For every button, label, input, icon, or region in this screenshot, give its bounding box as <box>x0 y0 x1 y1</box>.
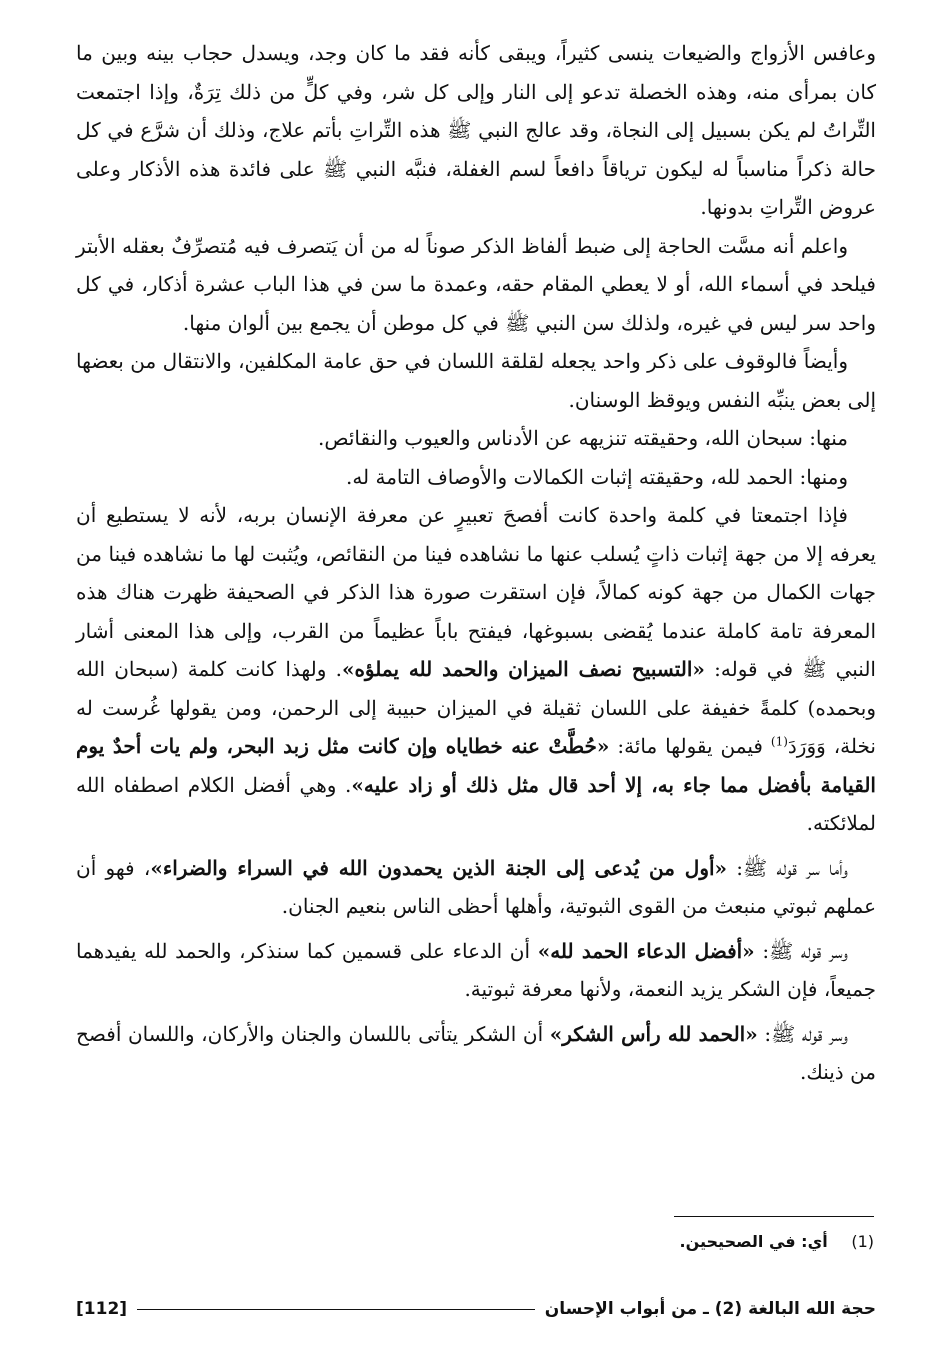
hadith-quote: «أفضل الدعاء الحمد لله» <box>537 938 755 963</box>
paragraph <box>76 1015 876 1092</box>
text-segment: وسر قوله ﷺ: <box>757 1021 848 1046</box>
page-number: [112] <box>76 1299 128 1319</box>
paragraph <box>76 419 876 458</box>
main-text <box>76 34 876 1092</box>
hadith-quote: «الحمد لله رأس الشكر» <box>549 1021 758 1046</box>
paragraph <box>76 227 876 343</box>
text-segment: وأيضاً فالوقوف على ذكر واحد يجعله لقلقة اللسان في حق عامة المكلفين، والانتقال من بعضها إلى بعض ينبِّه النفس ويوقظ الوسنان. <box>76 349 876 412</box>
hadith-quote: «التسبيح نصف الميزان والحمد لله يملؤه» <box>341 657 705 681</box>
text-segment: أن الشكر يتأتى باللسان والجنان والأركان، واللسان أفصح من ذينك. <box>76 1021 876 1084</box>
text-segment: . وهي أفضل الكلام اصطفاه الله لملائكته. <box>76 772 876 835</box>
text-segment: فإذا اجتمعتا في كلمة واحدة كانت أفصحَ تعبيرٍ عن معرفة الإنسان بربه، لأنه لا يستطيع أن يعرفه إلا من جهة إثبات ذاتٍ يُسلب عنها ما نشاهده فينا من النقائص، ويُثبت لها ما نشاهده فينا من جهات الكمال من جهة كونه كمالاً، فإن استقرت صورة هذا الذكر في الصحيفة ظهرت هناك هذه المعرفة تامة كاملة عندما يُقضى بسبوغها، فيفتح باباً عظيماً من القرب، وإلى هذا المعنى أشار النبي ﷺ في قوله: <box>76 503 876 681</box>
paragraph <box>76 932 876 1009</box>
footnote-number: (1) <box>851 1232 874 1251</box>
paragraph <box>76 849 876 926</box>
page-footer <box>76 1297 876 1321</box>
book-title: حجة الله البالغة (2) ـ من أبواب الإحسان <box>544 1299 876 1319</box>
paragraph <box>76 458 876 497</box>
paragraph <box>76 342 876 419</box>
text-segment: وسر قوله ﷺ: <box>754 938 848 963</box>
text-segment: وعافس الأزواج والضيعات ينسى كثيراً، ويبقى كأنه فقد ما كان وجد، ويسدل حجاب بينه وبين ما كان بمرأى منه، وهذه الخصلة تدعو إلى النار وإلى كل شر، وفي كلٍّ من ذلك تِرَةٌ، وإذا اجتمعت التِّراتُ لم يكن بسبيل إلى النجاة، وقد عالج النبي ﷺ هذه التِّراتِ بأتم علاج، وذلك أن شرَّع في كل حالة ذكراً مناسباً له ليكون ترياقاً دافعاً لسم الغفلة، فنبَّه النبي ﷺ على فائدة هذه الأذكار وعلى عروض التِّراتِ بدونها. <box>76 41 876 219</box>
text-segment: ومنها: الحمد لله، وحقيقته إثبات الكمالات والأوصاف التامة له. <box>345 464 848 489</box>
footnote <box>174 1232 874 1251</box>
hadith-quote: «أول من يُدعى إلى الجنة الذين يحمدون الله في السراء والضراء» <box>150 855 728 880</box>
text-segment: منها: سبحان الله، وحقيقته تنزيهه عن الأدناس والعيوب والنقائص. <box>317 426 848 450</box>
hadith-quote: «حُطَّتْ عنه خطاياه وإن كانت مثل زبد البحر، ولم يات أحدٌ يوم القيامة بأفضل مما جاء به، إلا أحد قال مثل ذلك أو زاد عليه» <box>76 734 876 797</box>
text-segment: . ولهذا كانت كلمة (سبحان الله وبحمده) كلمةً خفيفة على اللسان ثقيلة في الميزان حبيبة إلى الرحمن، ومن يقولها غُرست له نخلة، وَوَرَدَ <box>76 657 876 758</box>
text-segment: ، فهو أن عملهم ثبوتي منبعث من القوى الثبوتية، وأهلها أحظى الناس بنعيم الجنان. <box>76 855 876 918</box>
text-segment: واعلم أنه مسَّت الحاجة إلى ضبط ألفاظ الذكر صوناً له من أن يَتصرف فيه مُتصرِّفٌ بعقله الأبتر فيلحد في أسماء الله، أو لا يعطي المقام حقه، وعمدة ما سن في هذا الباب عشرة أذكار، في كل واحد سر ليس في غيره، ولذلك سن النبي ﷺ في كل موطن أن يجمع بين ألوان منها. <box>76 233 876 335</box>
footnote-reference: (1) <box>770 734 788 749</box>
text-segment: وأما سر قوله ﷺ: <box>727 855 848 880</box>
footer-rule <box>137 1309 535 1310</box>
footnote-divider <box>674 1216 874 1217</box>
paragraph <box>76 496 876 843</box>
text-segment: فيمن يقولها مائة: <box>609 734 771 758</box>
text-segment: أن الدعاء على قسمين كما سنذكر، والحمد لله يفيدهما جميعاً، فإن الشكر يزيد النعمة، ولأنها معرفة ثبوتية. <box>76 938 876 1001</box>
paragraph <box>76 34 876 227</box>
footnote-text: أي: في الصحيحين. <box>679 1232 828 1251</box>
